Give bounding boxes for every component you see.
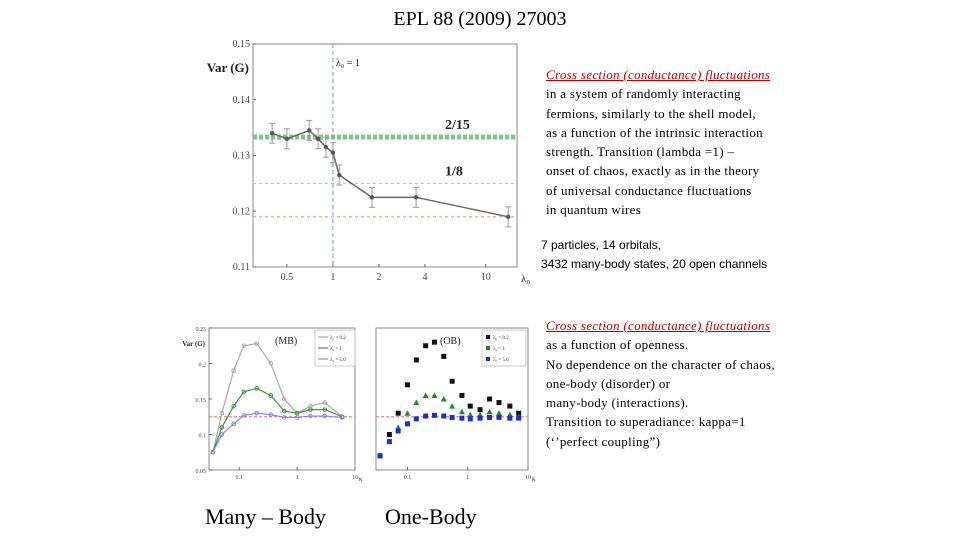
data-point	[316, 137, 320, 141]
x-tick-label: 4	[422, 272, 428, 283]
x-tick-label: 0.1	[235, 475, 244, 481]
x-tick-label: 1	[295, 475, 299, 481]
legend-label: λ₀ = 5.6	[493, 358, 509, 363]
annotation-lambda: λ₀ = 1	[335, 58, 360, 69]
y-tick-label: 0.11	[232, 262, 250, 273]
data-point	[468, 404, 473, 409]
x-tick-label: 0.1	[403, 475, 412, 481]
data-point	[337, 173, 341, 177]
description-2-title: Cross section (conductance) fluctuations	[546, 318, 771, 333]
x-tick-label: 10	[352, 475, 358, 481]
data-point	[396, 411, 401, 416]
caption-one-body: One-Body	[385, 504, 477, 529]
data-point	[450, 379, 455, 384]
legend-label: λ₀ = 1	[330, 347, 342, 352]
data-point	[432, 340, 437, 345]
data-point	[487, 397, 492, 402]
y-axis-label: Var (G)	[206, 60, 249, 75]
y-tick-label: 0.14	[232, 94, 250, 106]
chart-title: (OB)	[440, 336, 461, 347]
chart-title: (MB)	[275, 336, 298, 347]
x-tick-label: 1	[330, 272, 336, 283]
description-1-line: of universal conductance fluctuations	[546, 182, 752, 198]
data-point	[285, 137, 289, 141]
x-tick-label: 1	[466, 475, 470, 481]
stats-line: 3432 many-body states, 20 open channels	[541, 257, 768, 271]
reference-line-label: 2/15	[445, 118, 470, 134]
description-1-title: Cross section (conductance) fluctuations	[546, 67, 771, 82]
y-tick-label: 0.1	[198, 433, 206, 440]
data-point	[496, 400, 501, 405]
y-tick-label: 0.15	[232, 39, 250, 50]
caption-many-body: Many – Body	[205, 504, 326, 529]
data-point	[331, 151, 335, 155]
x-tick-label: 10	[525, 475, 531, 481]
legend-label: λ₀ = 5.6	[330, 358, 346, 363]
reference-line-label: 1/8	[445, 164, 463, 180]
x-tick-label: 0.5	[280, 272, 294, 283]
stats-line: 7 particles, 14 orbitals,	[541, 238, 662, 252]
x-axis-label: κ	[359, 475, 363, 483]
x-tick-label: 10	[480, 272, 491, 283]
data-point	[506, 215, 510, 219]
figure-one-body	[370, 322, 540, 492]
data-point	[414, 416, 419, 421]
description-1-line: strength. Transition (lambda =1) –	[546, 144, 735, 160]
y-tick-label: 0.15	[195, 398, 206, 404]
data-point	[405, 382, 410, 387]
data-point	[432, 413, 437, 418]
description-1-line: onset of chaos, exactly as in the theory	[546, 163, 760, 179]
legend-label: λ₀ = 1	[493, 347, 505, 352]
x-axis-label: κ	[532, 475, 536, 483]
data-point	[405, 421, 410, 426]
description-2-line: one-body (disorder) or	[546, 375, 671, 391]
legend-label: λ₀ = 0.2	[493, 336, 509, 341]
figure-many-body	[175, 322, 365, 492]
description-block-2	[546, 316, 775, 451]
data-point	[459, 393, 464, 398]
legend-swatch	[486, 357, 490, 361]
data-point	[459, 416, 464, 421]
description-2-line: No dependence on the character of chaos,	[546, 356, 775, 372]
data-point	[478, 416, 483, 421]
page-title: EPL 88 (2009) 27003	[393, 8, 567, 30]
data-point	[478, 407, 483, 412]
description-1-line: in a system of randomly interacting	[546, 86, 741, 102]
description-2-line: many-body (interactions).	[546, 395, 689, 411]
y-axis-label: Var (G)	[182, 340, 205, 348]
x-tick-label: 2	[376, 272, 382, 283]
legend-label: λ₀ = 0.2	[330, 336, 346, 341]
figure-variance-vs-lambda	[205, 38, 531, 300]
description-2-line: Transition to superadiance: kappa=1	[546, 414, 746, 430]
data-point	[468, 416, 473, 421]
data-point	[370, 195, 374, 199]
description-block-1	[546, 65, 770, 219]
data-point	[507, 416, 512, 421]
data-point	[307, 128, 311, 132]
data-point	[423, 343, 428, 348]
data-point	[324, 145, 328, 149]
description-2-line: as a function of openness.	[546, 337, 689, 353]
data-point	[414, 195, 418, 199]
data-point	[423, 414, 428, 419]
data-point	[487, 415, 492, 420]
data-point	[441, 414, 446, 419]
description-1-line: as a function of the intrinsic interaction	[546, 124, 763, 140]
description-1-line: fermions, similarly to the shell model,	[546, 105, 756, 121]
data-point	[378, 453, 383, 458]
data-point	[414, 357, 419, 362]
system-stats	[541, 236, 767, 274]
y-tick-label: 0.25	[195, 327, 206, 333]
data-point	[270, 131, 274, 135]
data-point	[496, 415, 501, 420]
legend-swatch	[486, 346, 490, 350]
y-tick-label: 0.05	[195, 469, 206, 475]
y-tick-label: 0.2	[198, 362, 206, 369]
data-point	[396, 428, 401, 433]
y-tick-label: 0.13	[232, 150, 250, 162]
x-axis-label: λ₀	[521, 273, 531, 285]
data-point	[387, 439, 392, 444]
data-point	[387, 432, 392, 437]
legend-swatch	[486, 335, 490, 339]
data-point	[450, 415, 455, 420]
data-point	[441, 354, 446, 359]
description-2-line: (‘’perfect coupling”)	[546, 433, 661, 449]
description-1-line: in quantum wires	[546, 202, 642, 218]
plot-frame	[253, 44, 517, 267]
data-point	[516, 416, 521, 421]
data-point	[507, 404, 512, 409]
y-tick-label: 0.12	[232, 206, 250, 218]
